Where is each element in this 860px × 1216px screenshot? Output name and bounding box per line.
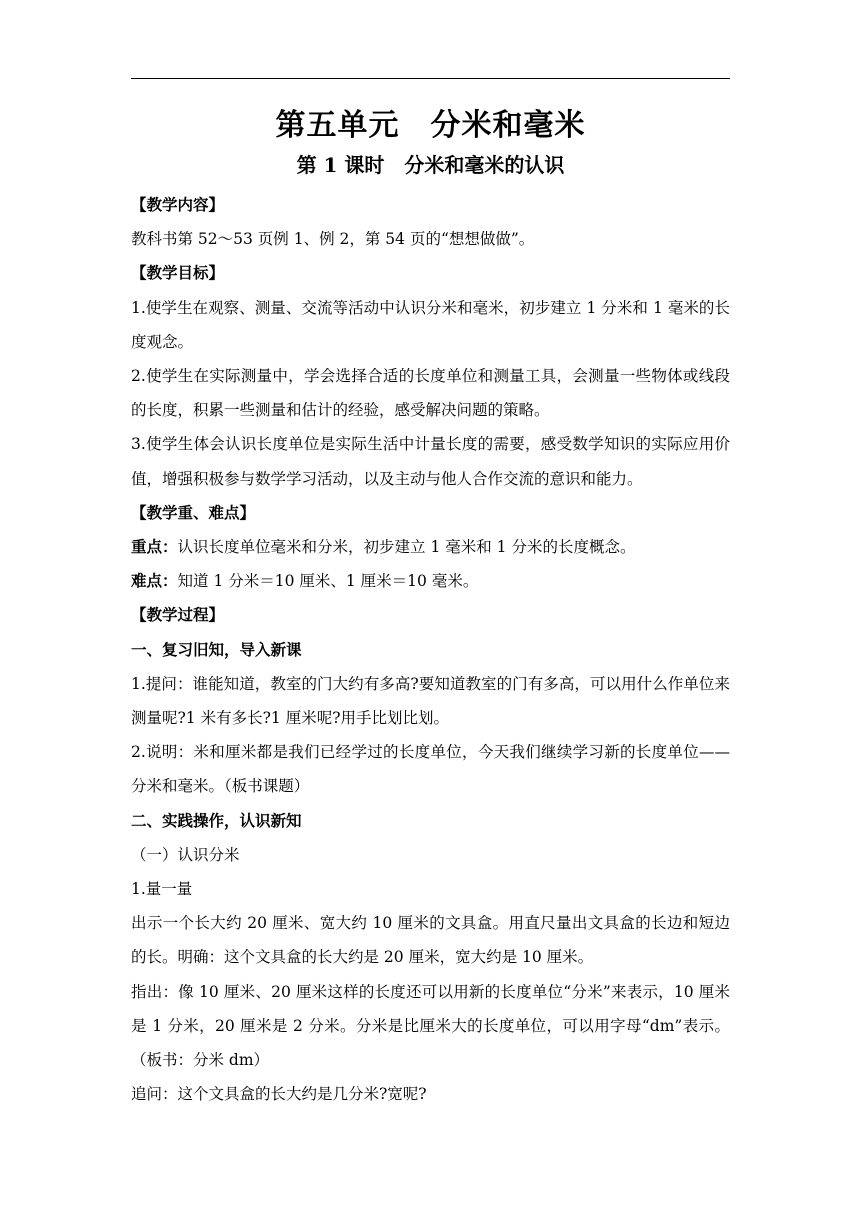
part-2-paragraph-1: 出示一个长大约 20 厘米、宽大约 10 厘米的文具盒。用直尺量出文具盒的长边和短边的长。明确：这个文具盒的长大约是 20 厘米，宽大约是 10 厘米。 bbox=[131, 914, 730, 967]
section-heading-goals: 【教学目标】 bbox=[131, 263, 225, 283]
section-heading-key-points: 【教学重、难点】 bbox=[131, 502, 256, 522]
difficulty-point bbox=[131, 564, 730, 598]
part-1-item-1: 1.提问：谁能知道，教室的门大约有多高?要知道教室的门有多高，可以用什么作单位来测量呢?1 米有多长?1 厘米呢?用手比划比划。 bbox=[131, 674, 730, 728]
goal-2: 2.使学生在实际测量中，学会选择合适的长度单位和测量工具，会测量一些物体或线段的长度，积累一些测量和估计的经验，感受解决问题的策略。 bbox=[131, 367, 730, 420]
goal-1: 1.使学生在观察、测量、交流等活动中认识分米和毫米，初步建立 1 分米和 1 毫米的长度观念。 bbox=[131, 298, 730, 351]
section-heading-process: 【教学过程】 bbox=[131, 605, 225, 625]
difficulty-label: 难点： bbox=[131, 571, 178, 591]
header-rule bbox=[131, 78, 730, 79]
lesson-title: 第 1 课时 分米和毫米的认识 bbox=[296, 153, 565, 177]
key-point bbox=[131, 530, 730, 564]
part-1-heading: 一、复习旧知，导入新课 bbox=[131, 639, 302, 659]
part-1-item-2: 2.说明：米和厘米都是我们已经学过的长度单位，今天我们继续学习新的长度单位——分米和毫米。（板书课题） bbox=[131, 743, 730, 796]
key-point-text: 认识长度单位毫米和分米，初步建立 1 毫米和 1 分米的长度概念。 bbox=[177, 538, 636, 557]
key-point-label: 重点： bbox=[131, 537, 178, 557]
content-text: 教科书第 52～53 页例 1、例 2，第 54 页的“想想做做”。 bbox=[131, 230, 535, 249]
part-2-heading: 二、实践操作，认识新知 bbox=[131, 810, 302, 830]
unit-title: 第五单元 分米和毫米 bbox=[275, 108, 586, 143]
part-2-paragraph-2: 指出：像 10 厘米、20 厘米这样的长度还可以用新的长度单位“分米”来表示，10 厘米是 1 分米，20 厘米是 2 分米。分米是比厘米大的长度单位，可以用字母“dm”表示。（板书：分米 dm） bbox=[131, 982, 730, 1070]
part-2-step-1: 1.量一量 bbox=[131, 880, 193, 899]
part-2-paragraph-3: 追问：这个文具盒的长大约是几分米?宽呢? bbox=[131, 1085, 427, 1104]
difficulty-text: 知道 1 分米＝10 厘米、1 厘米＝10 毫米。 bbox=[177, 572, 479, 591]
goal-3: 3.使学生体会认识长度单位是实际生活中计量长度的需要，感受数学知识的实际应用价值，增强积极参与数学学习活动，以及主动与他人合作交流的意识和能力。 bbox=[131, 435, 730, 488]
part-2-subheading: （一）认识分米 bbox=[131, 845, 240, 864]
section-heading-content: 【教学内容】 bbox=[131, 195, 225, 214]
document-body bbox=[131, 96, 730, 1111]
